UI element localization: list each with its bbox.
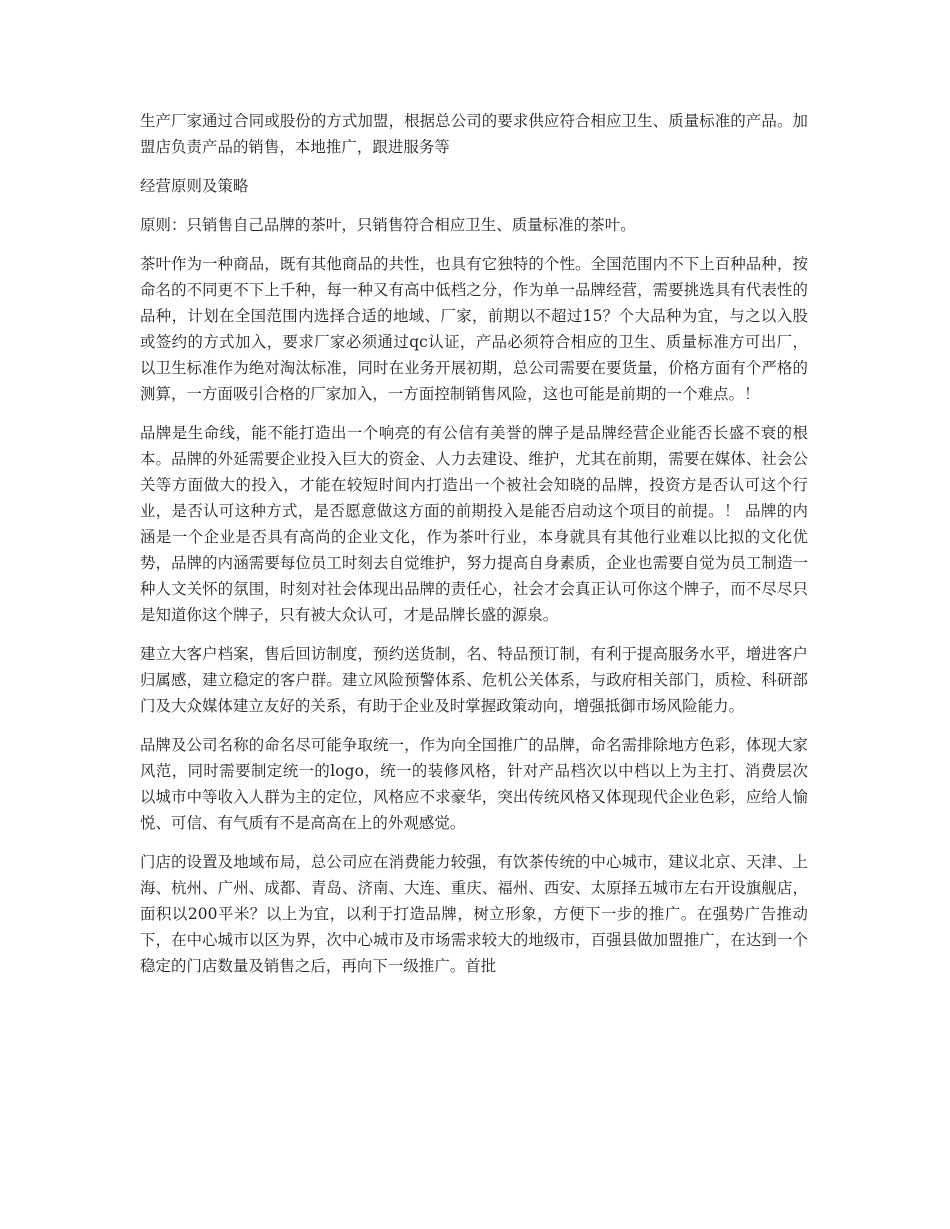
paragraph-store-layout: 门店的设置及地域布局，总公司应在消费能力较强，有饮茶传统的中心城市，建议北京、天津、上海、杭州、广州、成都、青岛、济南、大连、重庆、福州、西安、太原择五城市左右开设旗舰店，面积以200平米？以上为宜，以利于打造品牌，树立形象，方便下一步的推广。在强势广告推动下，在中心城市以区为界，次中心城市及市场需求较大的地级市，百强县做加盟推广，在达到一个稳定的门店数量及销售之后，再向下一级推广。首批 [140,853,808,975]
section-heading-operating-principles: 经营原则及策略 [140,177,249,195]
paragraph-brand-naming: 品牌及公司名称的命名尽可能争取统一，作为向全国推广的品牌，命名需排除地方色彩，体现大家风范，同时需要制定统一的logo，统一的装修风格，针对产品档次以中档以上为主打、消费层次以城市中等收入人群为主的定位，风格应不求豪华，突出传统风格又体现现代企业色彩，应给人愉悦、可信、有气质有不是高高在上的外观感觉。 [140,736,808,832]
paragraph-brand: 品牌是生命线，能不能打造出一个响亮的有公信有美誉的牌子是品牌经营企业能否长盛不衰的根本。品牌的外延需要企业投入巨大的资金、人力去建设、维护，尤其在前期，需要在媒体、社会公关等方面做大的投入，才能在较短时间内打造出一个被社会知晓的品牌，投资方是否认可这个行业，是否认可这种方式，是否愿意做这方面的前期投入是能否启动这个项目的前提。！ 品牌的内涵是一个企业是否具有高尚的企业文化，作为茶叶行业，本身就具有其他行业难以比拟的文化优势，品牌的内涵需要每位员工时刻去自觉维护，努力提高自身素质，企业也需要自觉为员工制造一种人文关怀的氛围，时刻对社会体现出品牌的责任心，社会才会真正认可你这个牌子，而不尽尽只是知道你这个牌子，只有被大众认可，才是品牌长盛的源泉。 [140,424,808,624]
paragraph-tea-products: 茶叶作为一种商品，既有其他商品的共性，也具有它独特的个性。全国范围内不下上百种品种，按命名的不同更不下上千种，每一种又有高中低档之分，作为单一品牌经营，需要挑选具有代表性的品种，计划在全国范围内选择合适的地域、厂家，前期以不超过15？个大品种为宜，与之以入股或签约的方式加入，要求厂家必须通过qc认证，产品必须符合相应的卫生、质量标准方可出厂，以卫生标准作为绝对淘汰标准，同时在业务开展初期，总公司需要在要货量，价格方面有个严格的测算，一方面吸引合格的厂家加入，一方面控制销售风险，这也可能是前期的一个难点。！ [140,255,808,403]
document-body [140,108,808,992]
paragraph-principle: 原则：只销售自己品牌的茶叶，只销售符合相应卫生、质量标准的茶叶。 [140,216,636,234]
paragraph-customer-service: 建立大客户档案，售后回访制度，预约送货制，名、特品预订制，有利于提高服务水平，增进客户归属感，建立稳定的客户群。建立风险预警体系、危机公关体系，与政府相关部门，质检、科研部门及大众媒体建立友好的关系，有助于企业及时掌握政策动向，增强抵御市场风险能力。 [140,645,808,715]
paragraph-franchise-manufacturers: 生产厂家通过合同或股份的方式加盟，根据总公司的要求供应符合相应卫生、质量标准的产品。加盟店负责产品的销售，本地推广，跟进服务等 [140,112,808,156]
